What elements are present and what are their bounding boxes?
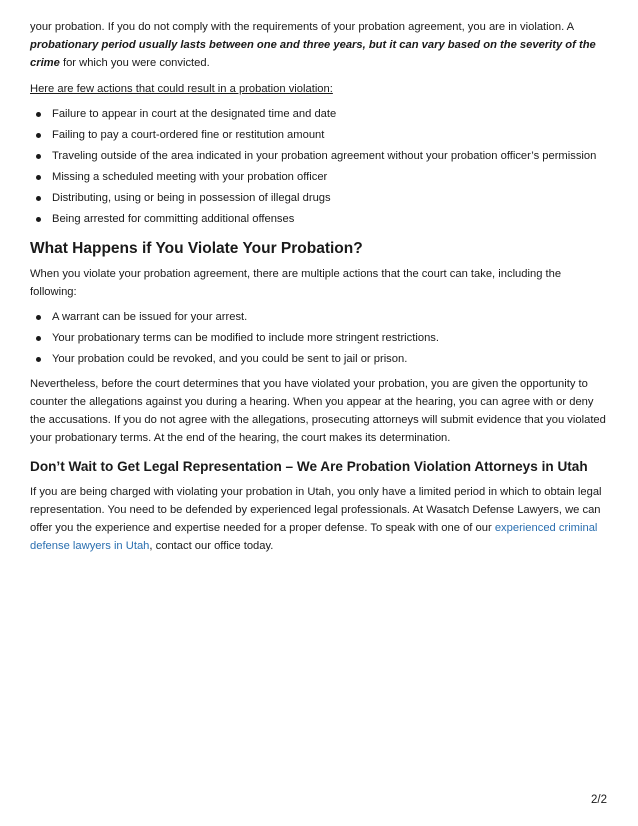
violate-heading: What Happens if You Violate Your Probation? — [30, 240, 363, 257]
document-page — [30, 18, 610, 555]
intro-text-start: your probation. If you do not comply with the requirements of your probation agreement, you are in violation. A — [30, 21, 574, 33]
bullet-icon — [36, 357, 41, 362]
list-item: Being arrested for committing additional offenses — [30, 210, 610, 228]
defense-lawyers-link[interactable]: experienced criminal defense lawyers in Utah — [30, 522, 598, 552]
court-actions-list — [30, 308, 610, 368]
bullet-icon — [36, 336, 41, 341]
bullet-icon — [36, 112, 41, 117]
intro-paragraph — [30, 18, 610, 72]
violation-actions-list — [30, 105, 610, 228]
legal-paragraph — [30, 483, 610, 555]
intro-text-end: for which you were convicted. — [59, 57, 210, 69]
violate-intro: When you violate your probation agreement, there are multiple actions that the court can take, including the following: — [30, 268, 562, 298]
legal-text-start: If you are being charged with violating your probation in Utah, you only have a limited period in which to obtain legal representation. You need to be defended by experienced legal professionals. At Wasatch Defense Lawyers, we can offer you the experience and expertise needed for a proper defense. To speak with one of our — [30, 486, 602, 534]
page-number: 2/2 — [591, 794, 607, 806]
violate-closing: Nevertheless, before the court determines that you have violated your probation, you are given the opportunity to counter the allegations against you during a hearing. When you appear at the hearing, you can agree with or deny the accusations. If you do not agree with the allegations, prosecuting attorneys will submit evidence that you violated your probationary terms. At the end of the hearing, the court makes its determination. — [30, 378, 606, 444]
list-item: A warrant can be issued for your arrest. — [30, 308, 610, 326]
list-item: Distributing, using or being in possession of illegal drugs — [30, 189, 610, 207]
list-item: Traveling outside of the area indicated in your probation agreement without your probation officer’s permission — [30, 147, 610, 165]
list-item: Failure to appear in court at the designated time and date — [30, 105, 610, 123]
bullet-icon — [36, 133, 41, 138]
bullet-icon — [36, 217, 41, 222]
actions-lead: Here are few actions that could result in a probation violation: — [30, 83, 333, 95]
list-item: Missing a scheduled meeting with your probation officer — [30, 168, 610, 186]
intro-bold-statement: probationary period usually lasts between one and three years, but it can vary based on the severity of the crime — [30, 39, 596, 69]
legal-text-end: , contact our office today. — [149, 540, 274, 552]
list-item: Failing to pay a court-ordered fine or restitution amount — [30, 126, 610, 144]
bullet-icon — [36, 196, 41, 201]
bullet-icon — [36, 175, 41, 180]
list-item: Your probation could be revoked, and you could be sent to jail or prison. — [30, 350, 610, 368]
legal-heading: Don’t Wait to Get Legal Representation – We Are Probation Violation Attorneys in Utah — [30, 459, 588, 474]
list-item: Your probationary terms can be modified to include more stringent restrictions. — [30, 329, 610, 347]
bullet-icon — [36, 315, 41, 320]
bullet-icon — [36, 154, 41, 159]
